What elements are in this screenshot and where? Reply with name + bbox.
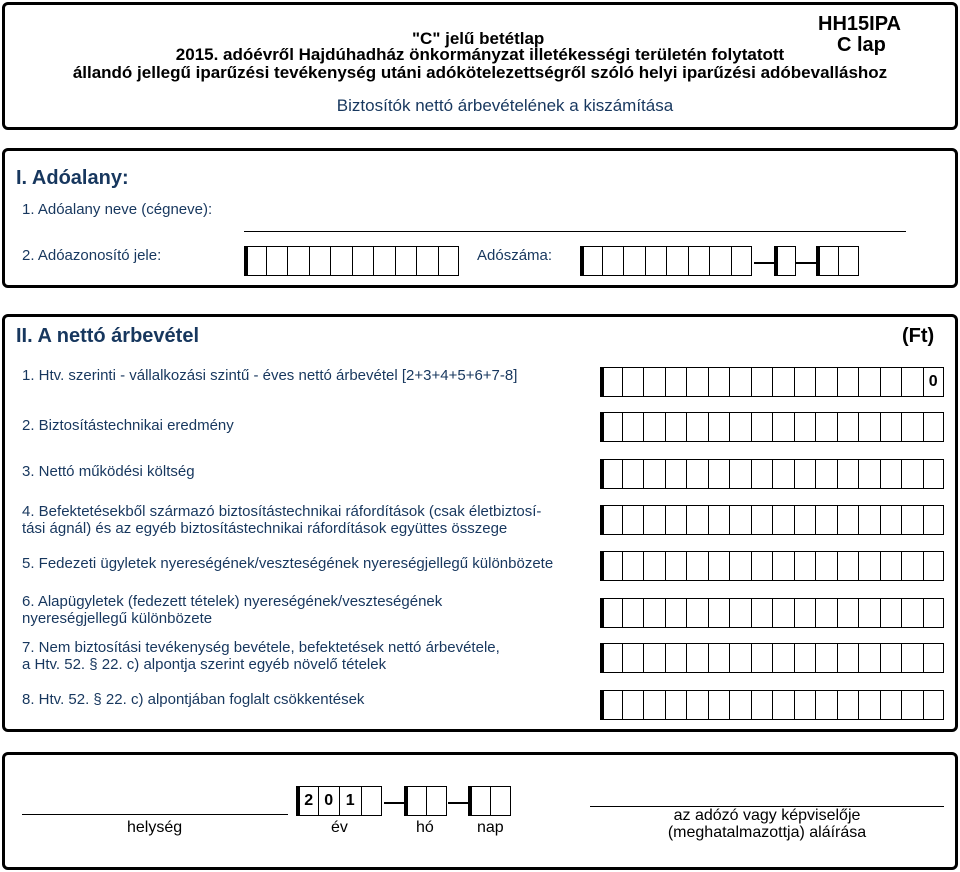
unit-label: (Ft) <box>902 325 935 347</box>
date-day-cells[interactable] <box>468 786 511 816</box>
amount-digit[interactable] <box>880 367 902 397</box>
place-label: helység <box>127 819 183 836</box>
amount-digit[interactable] <box>600 690 622 720</box>
amount-digit[interactable] <box>837 367 859 397</box>
amount-digit[interactable] <box>708 598 730 628</box>
header-line1: 2015. adóévről Hajdúhadház önkormányzat illetékességi területén folytatott <box>175 45 785 64</box>
amount-digit[interactable] <box>858 598 880 628</box>
tax-number-vat-cell[interactable] <box>774 246 796 276</box>
digit-cell[interactable] <box>309 246 331 276</box>
amount-digit[interactable] <box>643 412 665 442</box>
amount-digit[interactable] <box>858 367 880 397</box>
amount-digit[interactable] <box>837 643 859 673</box>
digit-cell[interactable] <box>287 246 309 276</box>
amount-digit[interactable] <box>665 598 687 628</box>
amount-digit[interactable] <box>600 367 622 397</box>
amount-digit[interactable] <box>880 643 902 673</box>
day-digit[interactable] <box>468 786 490 816</box>
amount-digit[interactable] <box>600 551 622 581</box>
amount-digit[interactable] <box>686 643 708 673</box>
digit-cell[interactable] <box>816 246 838 276</box>
amount-digit[interactable] <box>751 367 773 397</box>
digit-cell[interactable] <box>666 246 688 276</box>
amount-digit[interactable] <box>686 690 708 720</box>
amount-digit[interactable] <box>751 598 773 628</box>
amount-digit[interactable] <box>622 459 644 489</box>
amount-digit[interactable] <box>901 643 923 673</box>
amount-digit[interactable] <box>622 690 644 720</box>
separator-dash <box>796 262 816 264</box>
row-label-continued: tási ágnál) és az egyéb biztosítástechnikai ráfordítások együttes összege <box>22 520 508 537</box>
amount-cells[interactable] <box>600 459 944 489</box>
amount-cells[interactable] <box>600 598 944 628</box>
amount-digit[interactable] <box>815 643 837 673</box>
amount-digit[interactable] <box>815 551 837 581</box>
separator-dash <box>448 802 468 804</box>
amount-digit[interactable] <box>729 505 751 535</box>
amount-cells[interactable] <box>600 505 944 535</box>
amount-digit[interactable] <box>880 551 902 581</box>
month-digit[interactable] <box>404 786 426 816</box>
amount-digit[interactable] <box>751 505 773 535</box>
amount-digit[interactable] <box>622 598 644 628</box>
amount-digit[interactable] <box>665 551 687 581</box>
amount-digit[interactable] <box>772 643 794 673</box>
amount-digit[interactable] <box>729 690 751 720</box>
amount-digit[interactable] <box>643 367 665 397</box>
year-digit[interactable]: 0 <box>318 786 340 816</box>
amount-digit[interactable] <box>815 505 837 535</box>
separator-dash <box>754 262 774 264</box>
amount-digit[interactable] <box>665 690 687 720</box>
amount-digit[interactable] <box>729 551 751 581</box>
row-label: 3. Nettó működési költség <box>22 463 195 480</box>
separator-dash <box>384 802 404 804</box>
digit-cell[interactable] <box>330 246 352 276</box>
amount-digit[interactable] <box>729 459 751 489</box>
amount-digit[interactable] <box>772 598 794 628</box>
amount-digit[interactable] <box>837 551 859 581</box>
tax-number-county-cells[interactable] <box>816 246 859 276</box>
amount-digit[interactable] <box>708 412 730 442</box>
amount-digit[interactable] <box>901 690 923 720</box>
amount-digit[interactable] <box>708 551 730 581</box>
amount-digit[interactable] <box>729 598 751 628</box>
amount-digit[interactable] <box>708 459 730 489</box>
amount-digit[interactable] <box>815 598 837 628</box>
amount-digit[interactable] <box>622 412 644 442</box>
amount-digit[interactable] <box>901 459 923 489</box>
row-label: 2. Biztosítástechnikai eredmény <box>22 417 234 434</box>
amount-digit[interactable] <box>858 412 880 442</box>
amount-digit[interactable] <box>622 505 644 535</box>
amount-digit[interactable] <box>794 598 816 628</box>
name-label: 1. Adóalany neve (cégneve): <box>22 201 213 218</box>
amount-digit[interactable] <box>665 505 687 535</box>
amount-digit[interactable] <box>729 367 751 397</box>
amount-digit[interactable] <box>686 412 708 442</box>
amount-digit[interactable] <box>794 505 816 535</box>
amount-digit[interactable] <box>794 690 816 720</box>
form-code: HH15IPA <box>818 13 901 35</box>
taxpayer-id-label: 2. Adóazonosító jele: <box>22 247 162 264</box>
amount-digit[interactable] <box>858 551 880 581</box>
year-digit[interactable]: 1 <box>339 786 361 816</box>
amount-cells[interactable] <box>600 690 944 720</box>
header-subtitle: Biztosítók nettó árbevételének a kiszámítása <box>336 96 674 115</box>
amount-digit[interactable] <box>686 367 708 397</box>
amount-digit[interactable] <box>622 643 644 673</box>
amount-digit[interactable] <box>794 459 816 489</box>
amount-digit[interactable] <box>622 551 644 581</box>
amount-digit[interactable]: 0 <box>923 367 945 397</box>
amount-digit[interactable] <box>837 412 859 442</box>
amount-digit[interactable] <box>837 598 859 628</box>
tax-number-main-cells[interactable] <box>580 246 752 276</box>
digit-cell[interactable] <box>602 246 624 276</box>
row-label: 5. Fedezeti ügyletek nyereségének/veszteségének nyereségjellegű különbözete <box>22 555 554 572</box>
amount-digit[interactable] <box>923 505 945 535</box>
digit-cell[interactable] <box>688 246 710 276</box>
digit-cell[interactable] <box>373 246 395 276</box>
amount-digit[interactable] <box>643 690 665 720</box>
month-digit[interactable] <box>426 786 448 816</box>
amount-digit[interactable] <box>772 551 794 581</box>
amount-digit[interactable] <box>643 459 665 489</box>
digit-cell[interactable] <box>395 246 417 276</box>
digit-cell[interactable] <box>352 246 374 276</box>
amount-digit[interactable] <box>686 551 708 581</box>
date-year-cells[interactable] <box>296 786 382 816</box>
amount-digit[interactable] <box>622 367 644 397</box>
taxpayer-id-cells[interactable] <box>244 246 459 276</box>
amount-digit[interactable] <box>901 505 923 535</box>
month-label: hó <box>416 819 434 836</box>
amount-digit[interactable] <box>751 459 773 489</box>
form-title: "C" jelű betétlap <box>412 29 545 48</box>
amount-digit[interactable] <box>858 459 880 489</box>
amount-digit[interactable] <box>815 367 837 397</box>
signature-label-1: az adózó vagy képviselője <box>673 807 861 824</box>
row-label: 8. Htv. 52. § 22. c) alpontjában foglalt csökkentések <box>22 691 365 708</box>
amount-digit[interactable] <box>880 690 902 720</box>
amount-digit[interactable] <box>751 690 773 720</box>
amount-digit[interactable] <box>923 690 945 720</box>
amount-digit[interactable] <box>858 505 880 535</box>
amount-digit[interactable] <box>880 505 902 535</box>
amount-digit[interactable] <box>600 505 622 535</box>
amount-digit[interactable] <box>794 412 816 442</box>
amount-digit[interactable] <box>665 367 687 397</box>
digit-cell[interactable] <box>774 246 796 276</box>
amount-digit[interactable] <box>880 459 902 489</box>
amount-cells[interactable] <box>600 367 944 397</box>
amount-digit[interactable] <box>751 551 773 581</box>
amount-digit[interactable] <box>794 367 816 397</box>
amount-digit[interactable] <box>815 459 837 489</box>
day-label: nap <box>477 819 504 836</box>
amount-digit[interactable] <box>708 643 730 673</box>
amount-digit[interactable] <box>600 412 622 442</box>
amount-digit[interactable] <box>751 643 773 673</box>
amount-digit[interactable] <box>600 598 622 628</box>
amount-digit[interactable] <box>901 367 923 397</box>
amount-digit[interactable] <box>643 505 665 535</box>
amount-digit[interactable] <box>708 505 730 535</box>
day-digit[interactable] <box>490 786 512 816</box>
amount-digit[interactable] <box>858 690 880 720</box>
section1-title: I. Adóalany: <box>16 167 129 189</box>
amount-digit[interactable] <box>665 412 687 442</box>
year-label: év <box>331 819 348 836</box>
year-digit[interactable] <box>361 786 383 816</box>
amount-digit[interactable] <box>837 505 859 535</box>
digit-cell[interactable] <box>838 246 860 276</box>
place-line[interactable] <box>22 814 288 815</box>
amount-digit[interactable] <box>729 643 751 673</box>
sheet-label: C lap <box>837 34 886 56</box>
amount-digit[interactable] <box>837 459 859 489</box>
row-label: 6. Alapügyletek (fedezett tételek) nyereségének/veszteségének <box>22 593 443 610</box>
amount-cells[interactable] <box>600 412 944 442</box>
amount-digit[interactable] <box>729 412 751 442</box>
amount-digit[interactable] <box>923 643 945 673</box>
amount-digit[interactable] <box>643 598 665 628</box>
digit-cell[interactable] <box>244 246 266 276</box>
row-label-continued: nyereségjellegű különbözete <box>22 610 213 627</box>
amount-digit[interactable] <box>708 367 730 397</box>
amount-digit[interactable] <box>665 459 687 489</box>
digit-cell[interactable] <box>709 246 731 276</box>
row-label-continued: a Htv. 52. § 22. c) alpontja szerint egyéb növelő tételek <box>22 656 387 673</box>
digit-cell[interactable] <box>580 246 602 276</box>
amount-digit[interactable] <box>643 551 665 581</box>
amount-digit[interactable] <box>772 505 794 535</box>
digit-cell[interactable] <box>416 246 438 276</box>
amount-digit[interactable] <box>880 598 902 628</box>
digit-cell[interactable] <box>623 246 645 276</box>
amount-digit[interactable] <box>794 551 816 581</box>
amount-digit[interactable] <box>815 690 837 720</box>
amount-digit[interactable] <box>923 551 945 581</box>
amount-digit[interactable] <box>923 412 945 442</box>
section2-title: II. A nettó árbevétel <box>16 325 200 347</box>
amount-digit[interactable] <box>901 412 923 442</box>
amount-cells[interactable] <box>600 551 944 581</box>
amount-digit[interactable] <box>772 412 794 442</box>
amount-digit[interactable] <box>600 643 622 673</box>
amount-digit[interactable] <box>815 412 837 442</box>
section1-box <box>2 148 958 288</box>
row-label: 1. Htv. szerinti - vállalkozási szintű - éves nettó árbevétel [2+3+4+5+6+7-8] <box>22 367 518 384</box>
year-digit[interactable]: 2 <box>296 786 318 816</box>
amount-cells[interactable] <box>600 643 944 673</box>
header-line2: állandó jellegű iparűzési tevékenység utáni adókötelezettségről szóló helyi iparűzési adóbevalláshoz <box>72 63 888 82</box>
amount-digit[interactable] <box>901 551 923 581</box>
amount-digit[interactable] <box>901 598 923 628</box>
amount-digit[interactable] <box>665 643 687 673</box>
amount-digit[interactable] <box>643 643 665 673</box>
amount-digit[interactable] <box>858 643 880 673</box>
digit-cell[interactable] <box>438 246 460 276</box>
amount-digit[interactable] <box>686 505 708 535</box>
name-input-line[interactable] <box>244 231 906 232</box>
digit-cell[interactable] <box>731 246 753 276</box>
signature-label-2: (meghatalmazottja) aláírása <box>667 824 867 841</box>
digit-cell[interactable] <box>266 246 288 276</box>
row-label: 4. Befektetésekből származó biztosítástechnikai ráfordítások (csak életbiztosí- <box>22 503 542 520</box>
amount-digit[interactable] <box>880 412 902 442</box>
amount-digit[interactable] <box>837 690 859 720</box>
amount-digit[interactable] <box>772 459 794 489</box>
amount-digit[interactable] <box>772 690 794 720</box>
amount-digit[interactable] <box>772 367 794 397</box>
amount-digit[interactable] <box>923 598 945 628</box>
amount-digit[interactable] <box>708 690 730 720</box>
amount-digit[interactable] <box>923 459 945 489</box>
amount-digit[interactable] <box>600 459 622 489</box>
amount-digit[interactable] <box>794 643 816 673</box>
tax-number-label: Adószáma: <box>477 247 553 264</box>
amount-digit[interactable] <box>751 412 773 442</box>
date-month-cells[interactable] <box>404 786 447 816</box>
digit-cell[interactable] <box>645 246 667 276</box>
amount-digit[interactable] <box>686 459 708 489</box>
amount-digit[interactable] <box>686 598 708 628</box>
row-label: 7. Nem biztosítási tevékenység bevétele, befektetések nettó árbevétele, <box>22 639 500 656</box>
